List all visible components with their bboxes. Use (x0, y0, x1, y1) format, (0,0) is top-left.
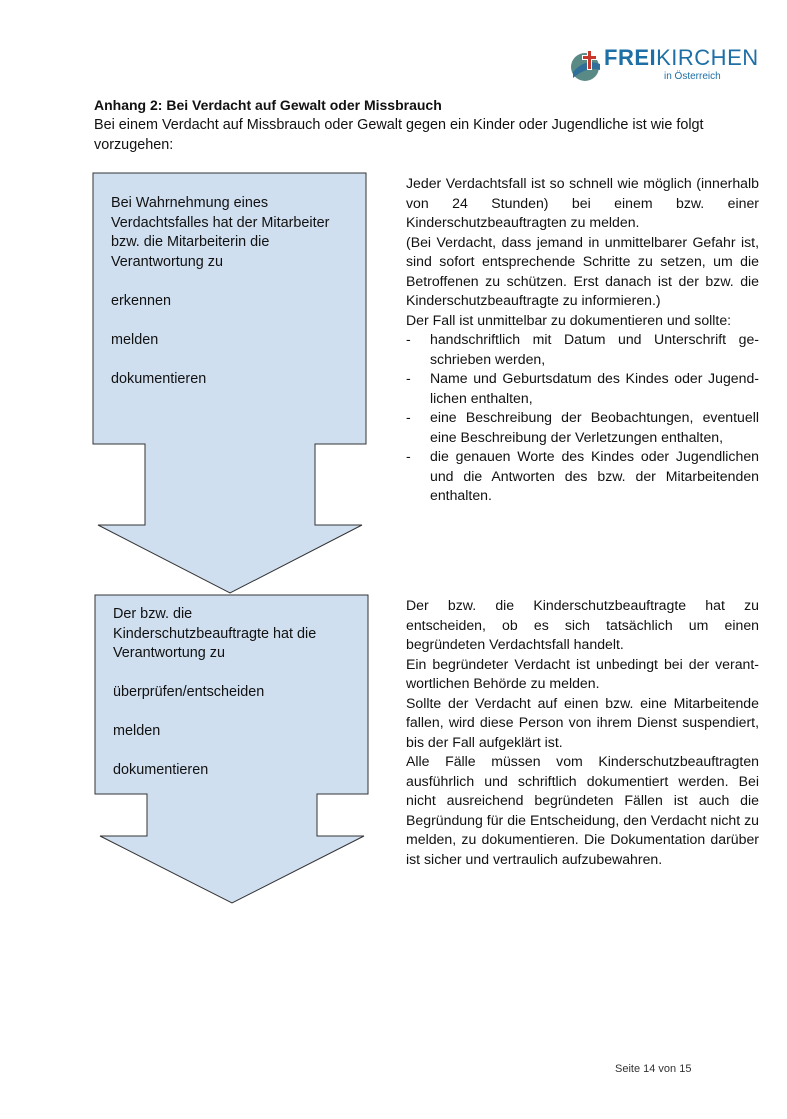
step2-line: Kinderschutzbeauftragte hat die (113, 625, 317, 642)
church-globe-icon (570, 48, 604, 84)
page-number: Seite 14 von 15 (615, 1063, 692, 1075)
step2-paragraph: Ein begründeter Verdacht ist unbedingt bei der verant-wortlichen Behörde zu melden. (406, 655, 759, 691)
logo-wordmark: FREIKIRCHEN (604, 45, 759, 70)
list-item: - eine Beschreibung der Beobachtungen, eventuell eine Beschreibung der Verletzungen enthalten, (406, 408, 759, 447)
step2-paragraph: Sollte der Verdacht auf einen bzw. eine Mitarbeitende fallen, wird diese Person von ihrem Dienst suspendiert, bis der Fall aufgeklärt ist. (406, 694, 759, 750)
step2-action: melden (113, 723, 161, 739)
step1-description (406, 174, 759, 506)
step2-action: überprüfen/entscheiden (113, 684, 265, 700)
intro-text: Bei einem Verdacht auf Missbrauch oder Gewalt gegen ein Kinder oder Jugendliche ist wie folgt vorzugehen: (94, 117, 704, 153)
list-item: - Name und Geburtsdatum des Kindes oder Jugend-lichen enthalten, (406, 369, 759, 408)
step1-action: dokumentieren (111, 370, 207, 387)
step1-paragraph: Jeder Verdachtsfall ist so schnell wie möglich (innerhalb von 24 Stunden) bei einem bzw. einer Kinderschutzbeauftragten zu melden. (406, 175, 759, 230)
step2-paragraph: Der bzw. die Kinderschutzbeauftragte hat zu entscheiden, ob es sich tatsächlich um einen begründeten Verdachtsfall handelt. (406, 597, 759, 652)
step2-line: Verantwortung zu (113, 645, 225, 661)
step1-paragraph: Der Fall ist unmittelbar zu dokumentieren und sollte: (406, 311, 732, 328)
step1-line: Bei Wahrnehmung eines (111, 195, 269, 211)
step2-box-text (113, 605, 363, 781)
step2-action: dokumentieren (113, 762, 209, 778)
step1-line: bzw. die Mitarbeiterin die (111, 234, 270, 250)
step1-line: Verdachtsfalles hat der Mitarbeiter (111, 214, 330, 231)
list-item: - handschriftlich mit Datum und Unterschrift ge-schrieben werden, (406, 330, 759, 369)
appendix-heading: Anhang 2: Bei Verdacht auf Gewalt oder Missbrauch (94, 97, 442, 113)
step1-line: Verantwortung zu (111, 253, 223, 270)
documentation-list (406, 330, 759, 506)
step1-action: melden (111, 331, 159, 348)
step1-action: erkennen (111, 292, 172, 309)
step2-paragraph: Alle Fälle müssen vom Kinderschutzbeauftragten ausführlich und schriftlich dokumentiert werden. Bei nicht ausreichend begründeten Fällen ist auch die Begründung für die Entscheidung, den Verdacht nicht zu melden, zu dokumentieren. Die Dokumentation darüber ist sicher und vertraulich aufzubewahren. (406, 753, 759, 867)
step1-paragraph: (Bei Verdacht, dass jemand in unmittelbarer Gefahr ist, sind sofort entsprechende Schritte zu setzen, um die Betroffenen zu schützen. Erst danach ist der bzw. die Kinderschutzbeauftragte zu informieren.) (406, 233, 759, 308)
logo-subtitle: in Österreich (664, 71, 721, 82)
list-item: - die genauen Worte des Kindes oder Jugendlichen und die Antworten des bzw. der Mitarbeitenden enthalten. (406, 447, 759, 506)
freikirchen-logo (570, 44, 762, 84)
step2-line: Der bzw. die (113, 606, 193, 622)
step1-box-text (111, 194, 361, 389)
step2-description (406, 596, 759, 869)
